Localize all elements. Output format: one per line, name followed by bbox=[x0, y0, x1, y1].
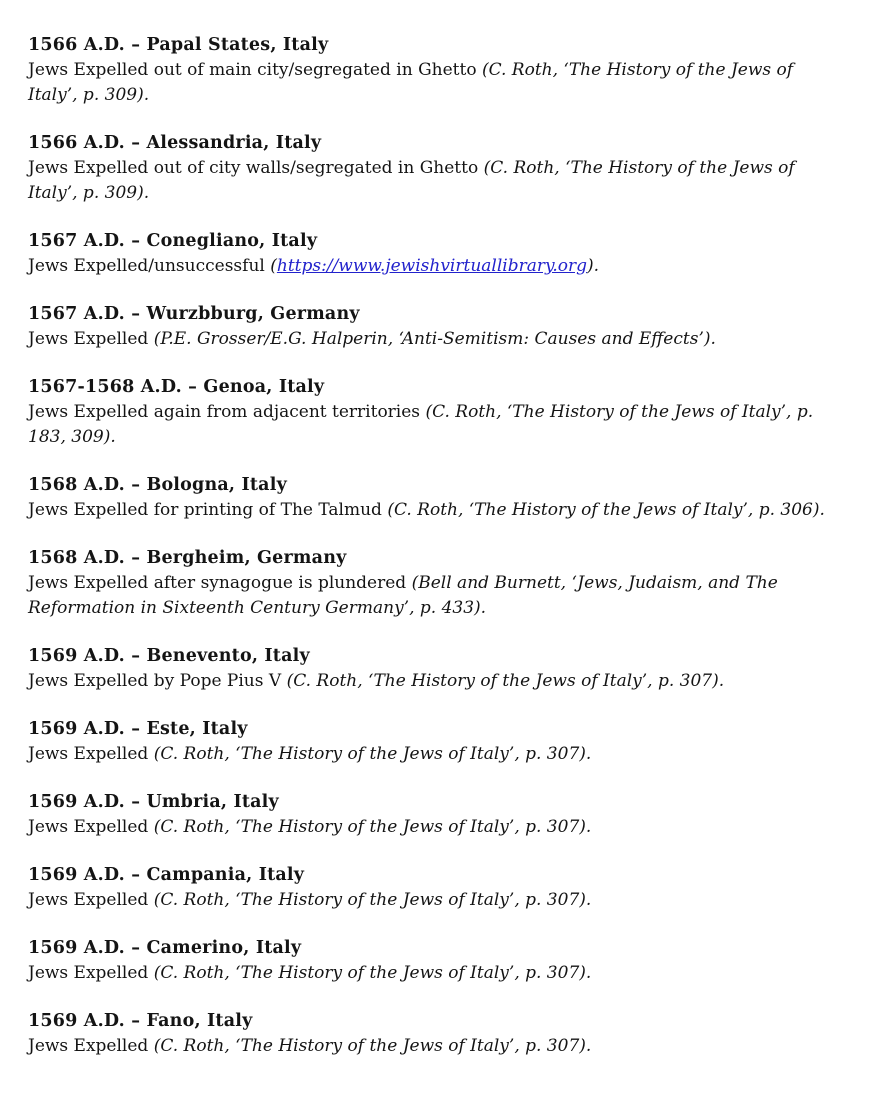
timeline-entry bbox=[28, 1009, 846, 1059]
entry-citation: (C. Roth, ‘The History of the Jews of Italy’, p. 309). bbox=[28, 60, 794, 105]
entry-heading: 1566 A.D. – Papal States, Italy bbox=[28, 35, 329, 55]
entry-heading: 1567 A.D. – Conegliano, Italy bbox=[28, 231, 318, 251]
entry-description: Jews Expelled bbox=[28, 329, 149, 349]
entry-citation: (C. Roth, ‘The History of the Jews of Italy’, p. 183, 309). bbox=[28, 402, 814, 447]
entry-body bbox=[28, 815, 846, 840]
entry-heading: 1569 A.D. – Campania, Italy bbox=[28, 865, 305, 885]
entry-description: Jews Expelled bbox=[28, 1036, 149, 1056]
entry-citation: (C. Roth, ‘The History of the Jews of Italy’, p. 306). bbox=[387, 500, 825, 520]
timeline-entry bbox=[28, 717, 846, 767]
entry-description: Jews Expelled out of main city/segregated in Ghetto bbox=[28, 60, 477, 80]
entry-heading: 1567-1568 A.D. – Genoa, Italy bbox=[28, 377, 325, 397]
entry-citation: (C. Roth, ‘The History of the Jews of Italy’, p. 307). bbox=[153, 963, 592, 983]
entry-heading: 1568 A.D. – Bergheim, Germany bbox=[28, 548, 347, 568]
entry-citation: (C. Roth, ‘The History of the Jews of Italy’, p. 307). bbox=[153, 1036, 592, 1056]
entry-heading: 1568 A.D. – Bologna, Italy bbox=[28, 475, 287, 495]
jewishvirtuallibrary-link[interactable]: https://www.jewishvirtuallibrary.org bbox=[276, 256, 587, 276]
entry-body bbox=[28, 961, 846, 986]
entry-description: Jews Expelled out of city walls/segregated in Ghetto bbox=[28, 158, 479, 178]
entry-body bbox=[28, 571, 846, 621]
timeline-entry bbox=[28, 302, 846, 352]
entry-body bbox=[28, 1034, 846, 1059]
entry-citation: (C. Roth, ‘The History of the Jews of Italy’, p. 307). bbox=[153, 744, 592, 764]
entry-citation: (P.E. Grosser/E.G. Halperin, ‘Anti-Semitism: Causes and Effects’). bbox=[153, 329, 716, 349]
entry-description: Jews Expelled bbox=[28, 963, 149, 983]
timeline-entry bbox=[28, 644, 846, 694]
entry-body bbox=[28, 400, 846, 450]
timeline-entry bbox=[28, 936, 846, 986]
entry-citation: (C. Roth, ‘The History of the Jews of Italy’, p. 307). bbox=[153, 890, 592, 910]
entry-description: Jews Expelled again from adjacent territories bbox=[28, 402, 421, 422]
timeline-entry bbox=[28, 229, 846, 279]
entry-citation bbox=[270, 256, 599, 276]
timeline-entry bbox=[28, 375, 846, 450]
timeline-entry bbox=[28, 131, 846, 206]
entry-heading: 1569 A.D. – Fano, Italy bbox=[28, 1011, 253, 1031]
timeline-entry bbox=[28, 33, 846, 108]
entry-description: Jews Expelled bbox=[28, 817, 149, 837]
entry-citation: (C. Roth, ‘The History of the Jews of Italy’, p. 307). bbox=[286, 671, 725, 691]
entry-description: Jews Expelled for printing of The Talmud bbox=[28, 500, 382, 520]
entry-body bbox=[28, 156, 846, 206]
entry-citation: (C. Roth, ‘The History of the Jews of Italy’, p. 309). bbox=[28, 158, 795, 203]
entry-body bbox=[28, 742, 846, 767]
entry-heading: 1569 A.D. – Umbria, Italy bbox=[28, 792, 279, 812]
entry-description: Jews Expelled bbox=[28, 890, 149, 910]
timeline-entry bbox=[28, 473, 846, 523]
timeline-entry bbox=[28, 790, 846, 840]
entry-heading: 1566 A.D. – Alessandria, Italy bbox=[28, 133, 322, 153]
entry-body bbox=[28, 888, 846, 913]
entry-body bbox=[28, 669, 846, 694]
entry-heading: 1569 A.D. – Camerino, Italy bbox=[28, 938, 302, 958]
citation-close-paren: ). bbox=[586, 256, 600, 276]
entry-body bbox=[28, 498, 846, 523]
entry-description: Jews Expelled by Pope Pius V bbox=[28, 671, 282, 691]
entry-body bbox=[28, 58, 846, 108]
entry-description: Jews Expelled bbox=[28, 744, 149, 764]
entry-body bbox=[28, 327, 846, 352]
entry-description: Jews Expelled after synagogue is plundered bbox=[28, 573, 407, 593]
entry-citation: (Bell and Burnett, ‘Jews, Judaism, and The Reformation in Sixteenth Century Germany’, p. 433). bbox=[28, 573, 778, 618]
entry-body bbox=[28, 254, 846, 279]
timeline-entry bbox=[28, 863, 846, 913]
entry-citation: (C. Roth, ‘The History of the Jews of Italy’, p. 307). bbox=[153, 817, 592, 837]
entry-heading: 1569 A.D. – Este, Italy bbox=[28, 719, 248, 739]
timeline-entry bbox=[28, 546, 846, 621]
entry-heading: 1569 A.D. – Benevento, Italy bbox=[28, 646, 310, 666]
entry-description: Jews Expelled/unsuccessful bbox=[28, 256, 265, 276]
citation-open-paren: ( bbox=[270, 256, 277, 276]
entry-heading: 1567 A.D. – Wurzbburg, Germany bbox=[28, 304, 360, 324]
